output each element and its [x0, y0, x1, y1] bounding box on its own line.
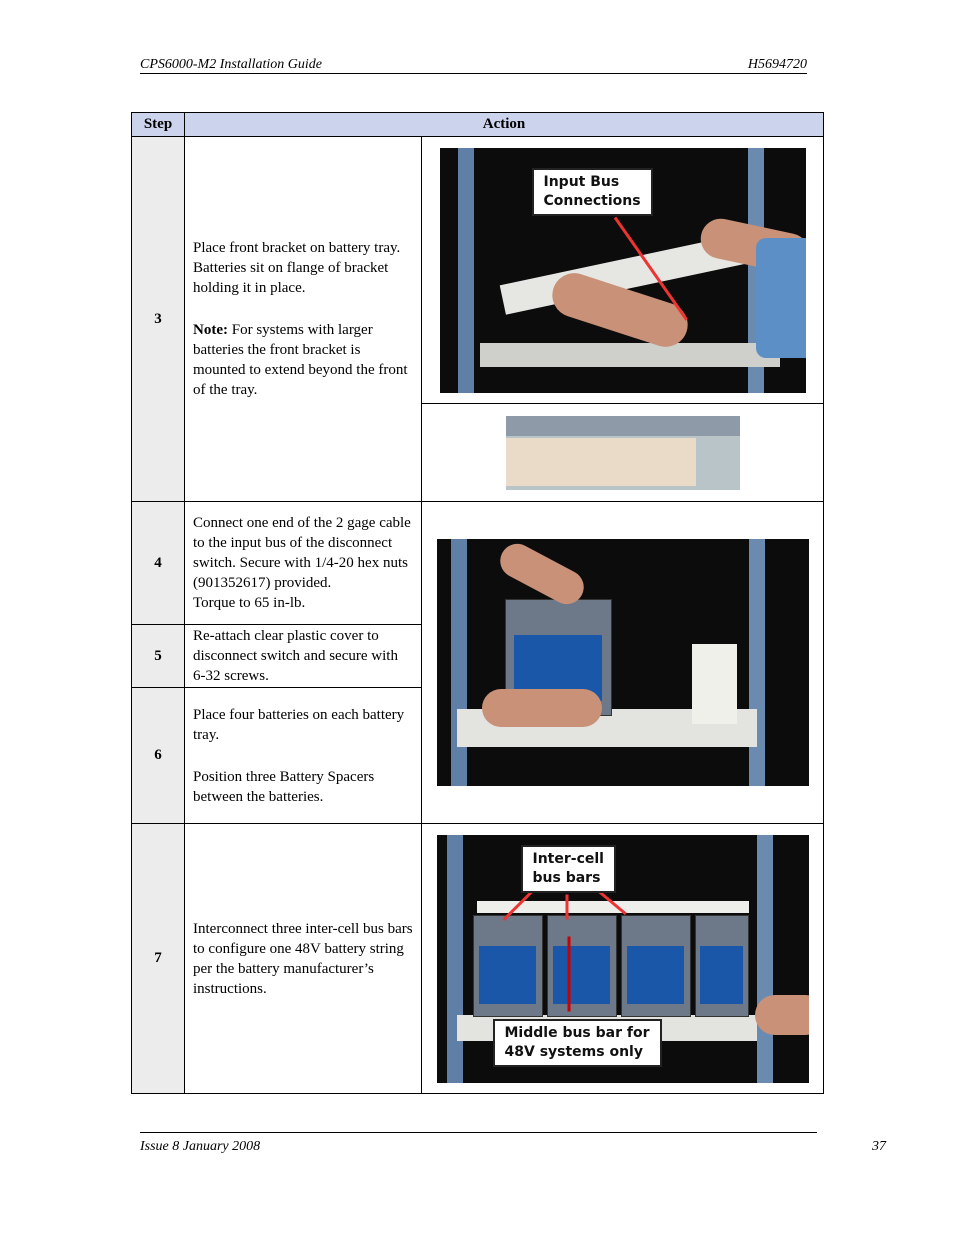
step-instruction — [185, 137, 422, 502]
steps-table — [131, 112, 824, 1094]
battery-placement-photo — [437, 539, 809, 786]
bracket-install-photo — [440, 148, 806, 393]
instruction-text: Connect one end of the 2 gage cable to the input bus of the disconnect switch. Secure with 1/4-20 hex nuts (901352617) provided. — [193, 515, 411, 591]
footer-rule — [140, 1132, 817, 1133]
step-number: 3 — [132, 137, 185, 502]
inter-cell-callout: Inter-cell bus bars — [521, 845, 616, 893]
photo-cell — [422, 137, 824, 404]
page-header — [140, 57, 807, 74]
note-text: For systems with larger batteries the front bracket is mounted to extend beyond the front of the tray. — [193, 322, 408, 398]
instruction-text: Place front bracket on battery tray. Batteries sit on flange of bracket holding it in place. — [193, 240, 401, 296]
step-number: 5 — [132, 625, 185, 688]
spacer-text: Position three Battery Spacers between the batteries. — [193, 768, 375, 805]
step-number: 7 — [132, 824, 185, 1094]
photo-cell — [422, 502, 824, 824]
instruction-text: Re-attach clear plastic cover to disconnect switch and secure with 6-32 screws. — [193, 628, 398, 684]
step-instruction — [185, 502, 422, 625]
table-row — [132, 502, 824, 625]
table-row — [132, 137, 824, 404]
bracket-detail-photo — [506, 416, 740, 490]
photo-cell — [422, 404, 824, 502]
step-instruction — [185, 625, 422, 688]
page-number: 37 — [872, 1139, 886, 1154]
step-instruction — [185, 688, 422, 824]
issue-date: Issue 8 January 2008 — [140, 1139, 261, 1154]
middle-bus-callout: Middle bus bar for 48V systems only — [493, 1019, 662, 1067]
note-paragraph — [193, 320, 413, 400]
table-row — [132, 824, 824, 1094]
instruction-text: Interconnect three inter-cell bus bars to configure one 48V battery string per the battery manufacturer’s instructions. — [193, 920, 413, 997]
step-number: 4 — [132, 502, 185, 625]
instruction-text: Place four batteries on each battery tray. — [193, 706, 405, 743]
torque-text: Torque to 65 in-lb. — [193, 595, 306, 611]
step-instruction — [185, 824, 422, 1094]
input-bus-callout: Input Bus Connections — [532, 168, 653, 216]
note-label: Note: — [193, 322, 228, 338]
photo-cell — [422, 824, 824, 1094]
step-number: 6 — [132, 688, 185, 824]
document-number: H5694720 — [747, 57, 807, 72]
table-header-row — [132, 113, 824, 137]
action-column-header: Action — [185, 113, 824, 137]
bus-bar-photo — [437, 835, 809, 1083]
step-column-header: Step — [132, 113, 185, 137]
document-title: CPS6000-M2 Installation Guide — [140, 57, 322, 72]
